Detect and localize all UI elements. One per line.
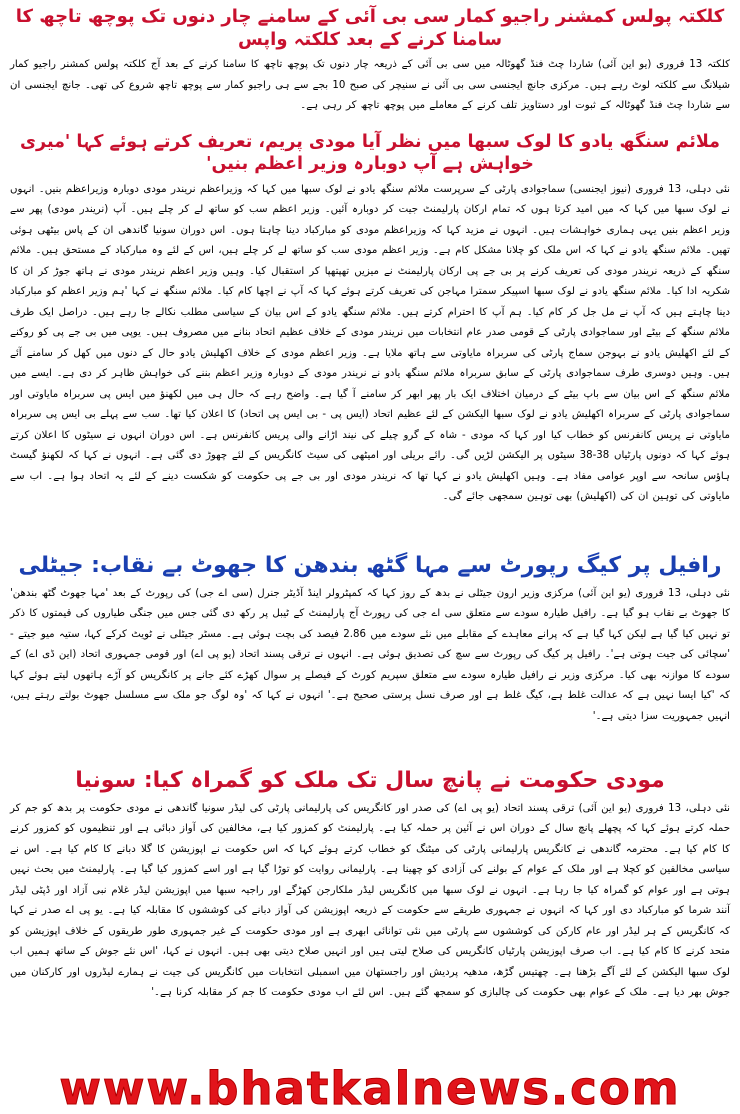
article-1 [0, 0, 740, 132]
article-2-body: نئی دہلی، 13 فروری (نیوز ایجنسی) سماجوادی پارٹی کے سرپرست ملائم سنگھ یادو نے لوک سبھا میں کہا کہ وزیراعظم نریندر مودی دوبارہ وزیراعظم بنیں۔ انہوں نے لوک سبھا میں کہا کہ میں امید کرتا ہوں کہ تمام ارکان پارلیمنٹ جیت کر دوبارہ آئیں۔ وزیر اعظم سب کو ساتھ لے کر چلے ہیں۔ آپ (نریندر مودی) پھر سے وزیر اعظم بنیں یہی ہماری خواہشات ہیں۔ انہوں نے مزید کہا کہ وزیراعظم مودی کو مبارکباد دینا چاہتا ہوں۔ اس دوران سونیا گاندھی ان کے پاس بیٹھی ہوئی تھیں۔ ملائم سنگھ یادو نے کہا کہ اس ملک کو چلانا مشکل کام ہے۔ وزیر اعظم مودی سب کو ساتھ لے کر چلے ہیں، اس کے لئے وہ مبارکباد کے مستحق ہیں۔ ملائم سنگھ کے ذریعہ نریندر مودی کی تعریف کرنے پر بی جے پی ارکان پارلیمنٹ نے میزیں تھپتھپا کر استقبال کیا۔ وہیں وزیر اعظم نریندر مودی نے ہاتھ جوڑ کر ان کا شکریہ ادا کیا۔ ملائم سنگھ یادو نے لوک سبھا اسپیکر سمترا مہاجن کی تعریف کرتے ہوئے کہا کہ آپ نے اچھا کام کیا۔ ملائم سنگھ نے کہا 'ہم وزیر اعظم کو مبارکباد دینا چاہتے ہیں کہ آپ نے مل جل کر کام کیا۔ ہم آپ کا احترام کرتے ہیں۔ ملائم سنگھ یادو کے اس بیان کے سیاسی مطلب نکالے جا رہے ہیں۔ دراصل ایک طرف ملائم سنگھ کے بیٹے اور سماجوادی پارٹی کے قومی صدر عام انتخابات میں نریندر مودی کے خلاف عظیم اتحاد بنانے میں مصروف ہیں۔ یوپی میں بی جے پی کو روکنے کے لئے اکھلیش یادو نے بہوجن سماج پارٹی کی سربراہ مایاوتی سے ہاتھ ملایا ہے۔ وزیر اعظم مودی کے خلاف اکھلیش یادو حال کے دنوں میں کھل کر سامنے آئے ہیں۔ وہیں دوسری طرف سماجوادی پارٹی کے سابق سربراہ ملائم سنگھ یادو نے نریندر مودی کے دوبارہ وزیر اعظم بننے کی خواہش ظاہر کر دی ہے۔ ایسے میں ملائم سنگھ کے اس بیان سے باپ بیٹے کے درمیان اختلاف ایک بار پھر ابھر کر سامنے آ گیا ہے۔ واضح رہے کہ حال ہی میں لکھنؤ میں ایس پی سربراہ مایاوتی اور سماجوادی پارٹی کے سربراہ اکھلیش یادو نے لوک سبھا الیکشن کے لئے عظیم اتحاد (ایس پی - بی ایس پی اتحاد) کا اعلان کیا تھا۔ سب سے پہلے بی ایس پی سربراہ مایاوتی نے پریس کانفرنس کو خطاب کیا اور کہا کہ مودی - شاہ کے گرو چیلے کی نیند اڑانے والی پریس کانفرنس ہے۔ اس دوران انہوں نے سیٹوں کا اعلان کرتے ہوئے کہا کہ دونوں پارٹیاں 38-38 سیٹوں پر الیکشن لڑیں گی۔ رائے بریلی اور امیٹھی کی سیٹ کانگریس کے لئے چھوڑ دی گئی ہے۔ انہوں نے کہا کہ لکھنؤ گیسٹ ہاؤس سانحہ سے اوپر عوامی مفاد ہے۔ وہیں اکھلیش یادو نے کہا تھا کہ نریندر مودی اور بی جے پی حکومت کو شکست دینے کے لئے یہ اتحاد ہوا ہے۔ اب سے مایاوتی کی توہین ان کی (اکھلیش) بھی توہین سمجھی جائے گی۔ [10, 183, 730, 503]
site-footer [0, 1062, 740, 1114]
site-url-watermark: www.bhatkalnews.com [59, 1061, 681, 1114]
article-4 [0, 767, 740, 1052]
article-3 [0, 552, 740, 767]
article-1-headline: کلکتہ پولس کمشنر راجیو کمار سی بی آئی کے سامنے چار دنوں تک پوچھ تاچھ کا سامنا کرنے کے بعد کلکتہ واپس [15, 6, 725, 50]
article-4-headline: مودی حکومت نے پانچ سال تک ملک کو گمراہ کیا: سونیا [75, 768, 665, 793]
article-1-body: کلکتہ 13 فروری (یو این آئی) شاردا چٹ فنڈ گھوٹالہ میں سی بی آئی کے ذریعہ چار دنوں تک پوچھ تاچھ کا سامنا کرنے کے بعد آج کلکتہ پولس کمشنر راجیو کمار شیلانگ سے کلکتہ لوٹ رہے ہیں۔ مرکزی جانچ ایجنسی سی بی آئی نے سنیچر کی صبح 10 بجے سے ہی راجیو کمار سے پوچھ تاچھ شروع کی تھی۔ جانچ ایجنسی ان سے شاردا چٹ فنڈ گھوٹالہ کے ثبوت اور دستاویز تلف کرنے کے معاملے میں پوچھ تاچھ کر رہی ہے۔ [10, 59, 730, 111]
article-3-headline: رافیل پر کیگ رپورٹ سے مہا گٹھ بندھن کا جھوٹ بے نقاب: جیٹلی [18, 553, 722, 578]
article-2 [0, 132, 740, 552]
article-3-body: نئی دہلی، 13 فروری (یو این آئی) مرکزی وزیر ارون جیٹلی نے بدھ کے روز کہا کہ کمپٹرولر اینڈ آڈیٹر جنرل (سی اے جی) کی رپورٹ کے بعد 'مہا جھوٹ گٹھ بندھن' کا جھوٹ بے نقاب ہو گیا ہے۔ رافیل طیارہ سودے سے متعلق سی اے جی کی رپورٹ آج پارلیمنٹ کے ٹیبل پر رکھ دی گئی جس میں جنگی طیاروں کی قیمتوں کا ذکر تو نہیں کیا گیا ہے لیکن کہا گیا ہے کہ پرانے معاہدے کے مقابلے میں نئے سودے میں 2.86 فیصد کی بچت ہوئی ہے۔ مسٹر جیٹلی نے ٹویٹ کرکے کہا، ستیہ میو جیتے - 'سچائی کی جیت ہوتی ہے'۔ رافیل پر کیگ کی رپورٹ سے سچ کی تصدیق ہوئی ہے۔ انہوں نے ترقی پسند اتحاد (یو پی اے) اور قومی جمہوری اتحاد (این ڈی اے) کے سودے کا موازنہ بھی کیا۔ مرکزی وزیر نے رافیل طیارہ سودے سے متعلق سپریم کورٹ کے فیصلے پر سوال کھڑے کئے جانے پر کانگریس کو آڑے ہاتھوں لیتے ہوئے کہا کہ 'کیا ایسا نہیں ہے کہ عدالت غلط ہے، کیگ غلط ہے اور صرف نسل پرستی صحیح ہے۔' انہوں نے کہا کہ 'وہ لوگ جو ملک سے مسلسل جھوٹ بولتے رہتے ہیں، انہیں جمہوریت سزا دیتی ہے۔' [10, 587, 730, 722]
article-4-body: نئی دہلی، 13 فروری (یو این آئی) ترقی پسند اتحاد (یو پی اے) کی صدر اور کانگریس کی پارلیمانی پارٹی کی لیڈر سونیا گاندھی نے مودی حکومت پر بدھ کو جم کر حملہ کرتے ہوئے کہا کہ پچھلے پانچ سال کے دوران اس نے آئین پر حملہ کیا ہے۔ پارلیمنٹ کو کمزور کیا ہے، مخالفین کی آواز دبائی ہے اور تنظیموں کو کمزور کرنے کا کام کیا ہے۔ محترمہ گاندھی نے کانگریس پارلیمانی پارٹی کی میٹنگ کو خطاب کرتے ہوئے کہا کہ اس حکومت نے اپوزیشن کا گلا دبانے کا کام کیا ہے۔ اس نے سیاسی مخالفین کو کچلا ہے اور ملک کے عوام کے بولنے کی آزادی کو چھینا ہے۔ پارلیمانی روایت کو توڑا گیا ہے اور اسے کمزور کیا گیا ہے۔ پارلیمنٹ میں بحث نہیں ہوتی ہے اور عوام کو گمراہ کیا جا رہا ہے۔ انہوں نے لوک سبھا میں کانگریس لیڈر ملکارجن کھڑگے اور راجیہ سبھا میں اپوزیشن لیڈر غلام نبی آزاد اور ڈپٹی لیڈر آنند شرما کو مبارکباد دی اور کہا کہ انہوں نے جمہوری طریقے سے حکومت کے ذریعہ اپوزیشن کی آواز دبانے کی کوششوں کا مقابلہ کیا ہے۔ یو پی اے صدر نے کہا کہ کانگریس کے ہر لیڈر اور عام کارکن کی کوششوں سے پارٹی میں نئی توانائی ابھری ہے اور مودی حکومت کے غیر جمہوری طور طریقوں کے خلاف اپوزیشن کو متحد کرنے کا کام کیا ہے۔ اب صرف اپوزیشن پارٹیاں کانگریس کی صلاح لیتی ہیں اور انہیں صلاح دیتی بھی ہیں۔ انہوں نے کہا، 'اس نئے جوش کے ساتھ ہمیں اب لوک سبھا الیکشن کے لئے آگے بڑھنا ہے۔ چھتیس گڑھ، مدھیہ پردیش اور راجستھان میں اسمبلی انتخابات میں کانگریس کی جیت نے ہمارے لیڈروں اور کارکنان میں جوش بھر دیا ہے۔ ملک کے عوام بھی حکومت کی چالبازی کو سمجھ گئے ہیں۔ اس لئے اب مودی حکومت کا جم کر مقابلہ کرنا ہے۔' [10, 802, 730, 998]
article-2-headline: ملائم سنگھ یادو کا لوک سبھا میں نظر آیا مودی پریم، تعریف کرتے ہوئے کہا 'میری خواہش ہے آپ دوبارہ وزیر اعظم بنیں' [20, 132, 720, 174]
